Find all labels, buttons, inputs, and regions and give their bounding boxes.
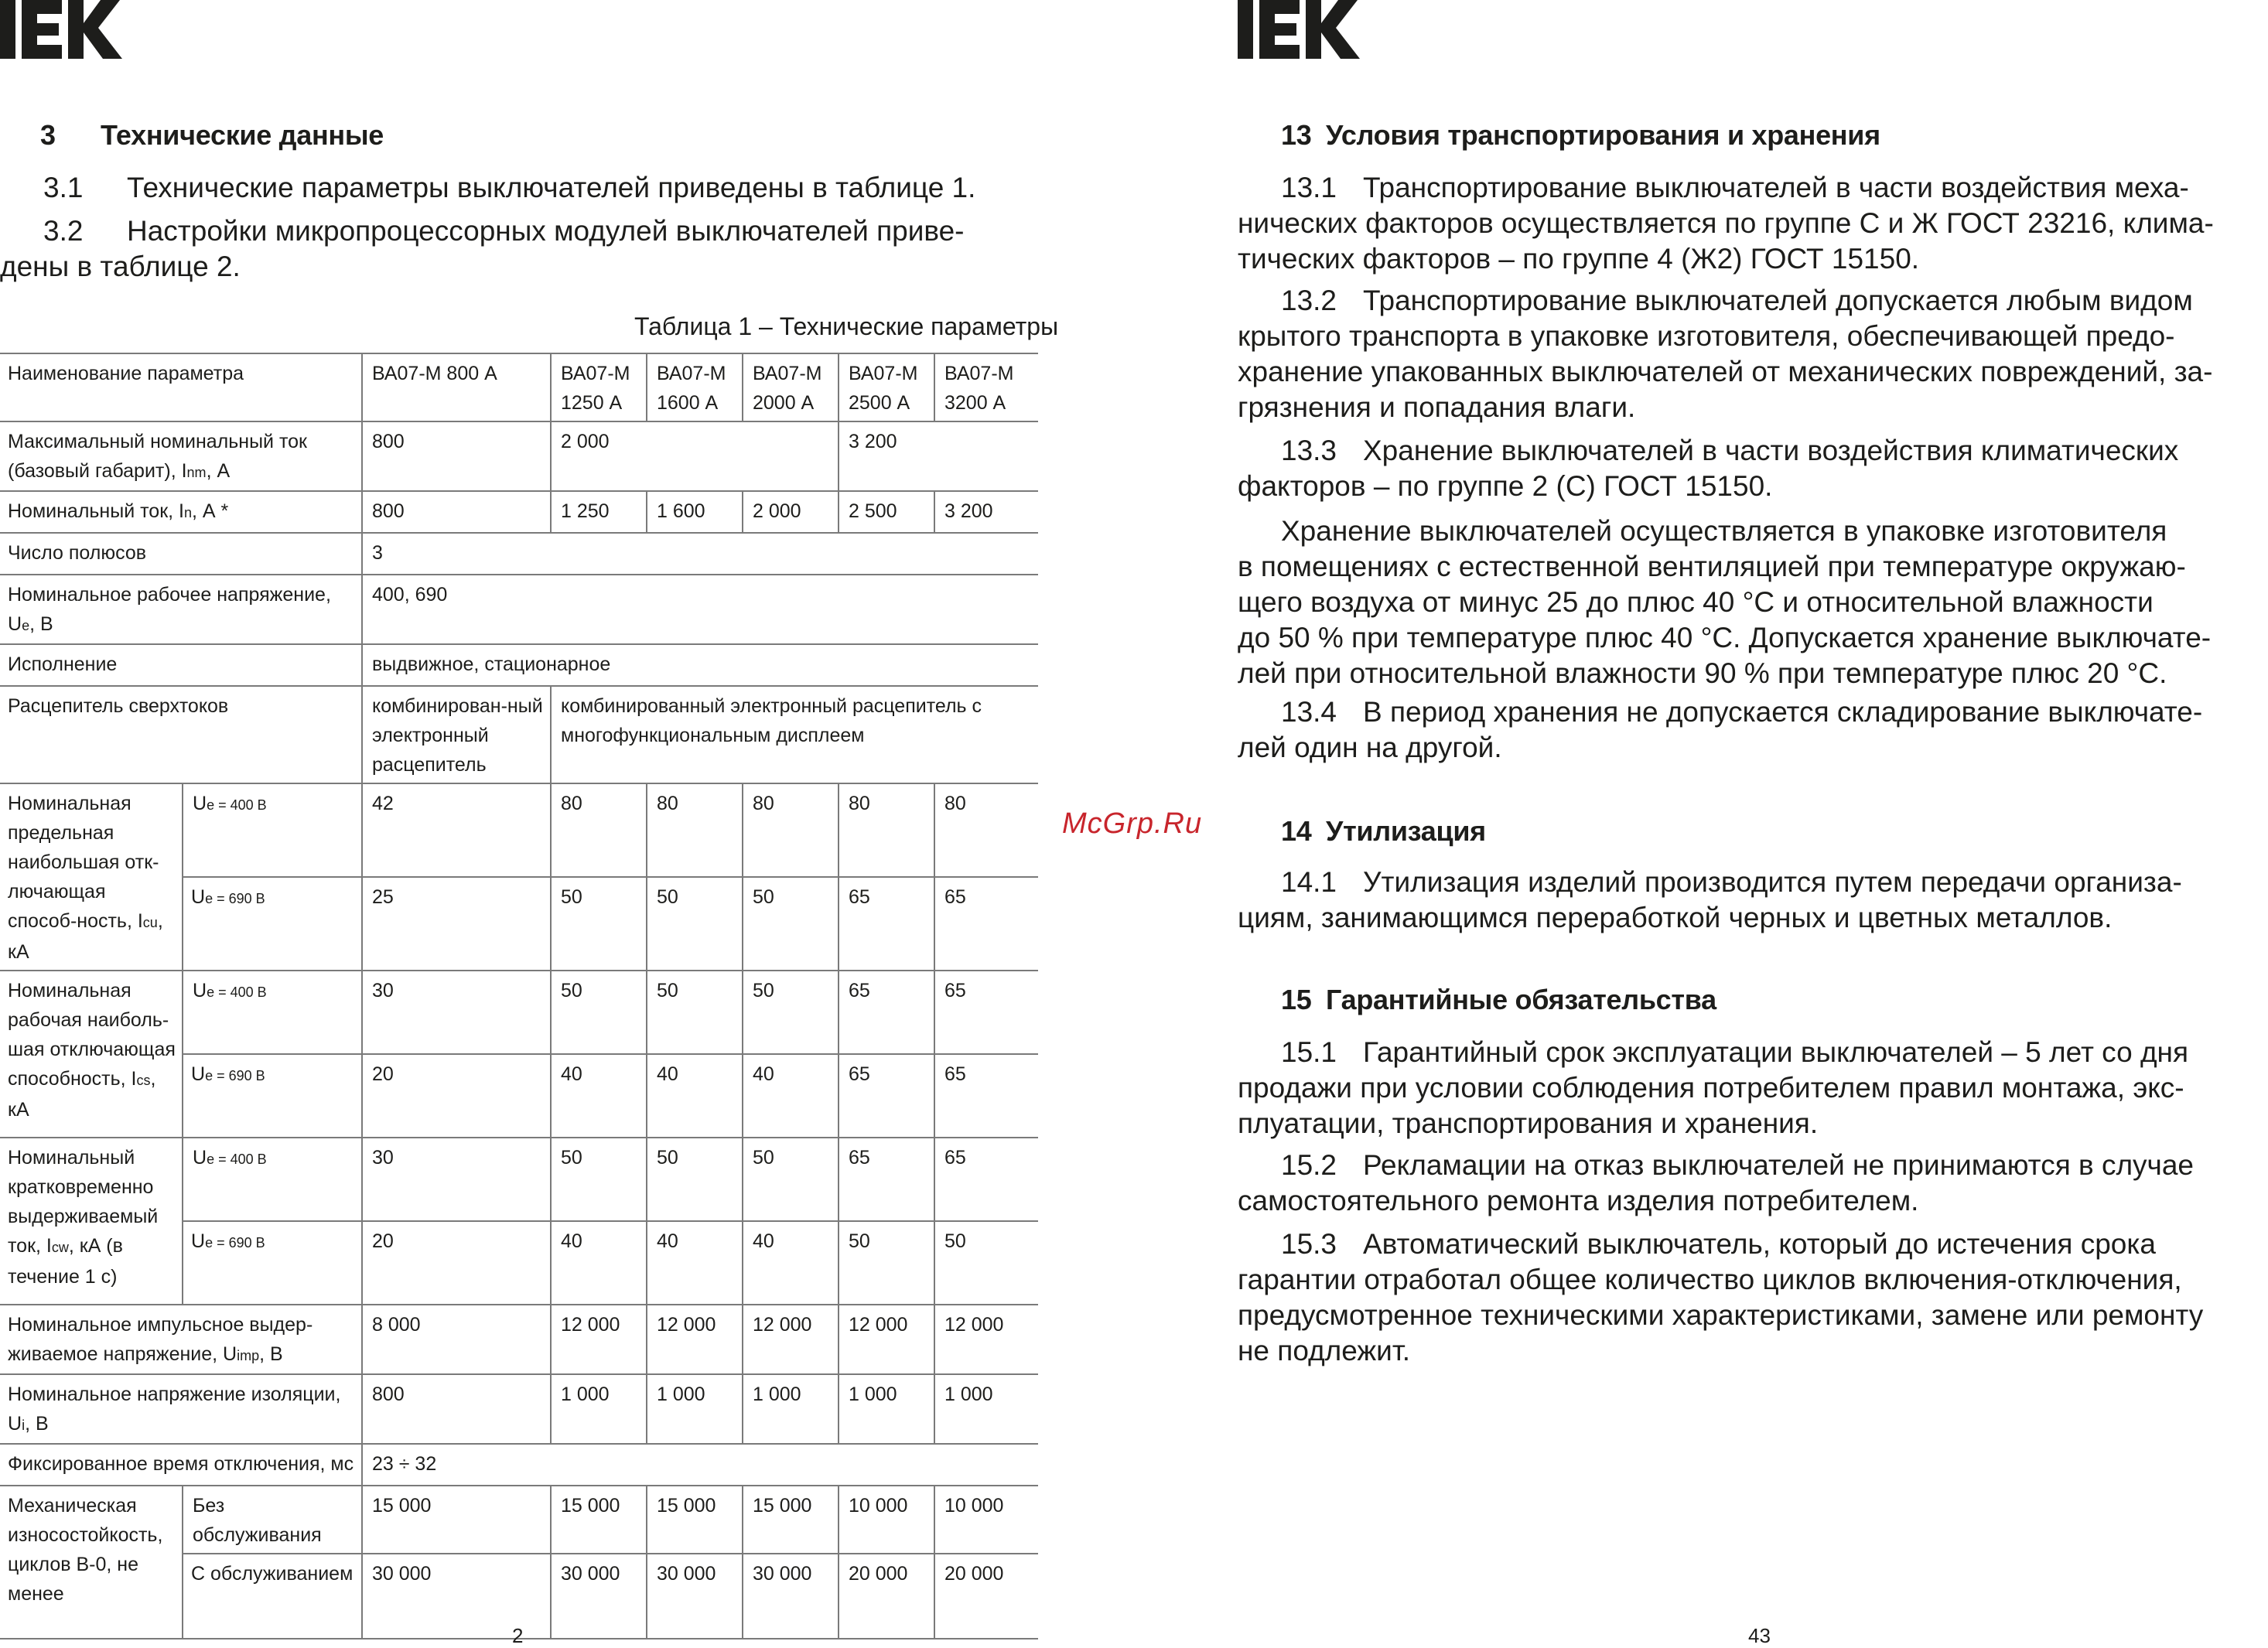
table-cell: 1 000 [551, 1374, 647, 1444]
table-cell: 8 000 [362, 1305, 551, 1374]
table-cell: 40 [743, 1054, 839, 1138]
paragraph-15-2: 15.2 Рекламации на отказ выключателей не принимаются в случае самостоятельного ремонта изделия потребителем. [1238, 1149, 2194, 1216]
left-page [0, 0, 1134, 1646]
table-cell: 50 [551, 877, 647, 971]
label-mech: Механическая износостойкость, циклов В-0, не менее [0, 1486, 183, 1639]
header-800: ВА07-М 800 А [362, 353, 551, 421]
table-cell: 40 [647, 1054, 743, 1138]
table-cell: 12 000 [647, 1305, 743, 1374]
table-row-rated-voltage [0, 575, 1038, 644]
table-cell: 50 [743, 877, 839, 971]
header-1600: ВА07-М 1600 А [647, 353, 743, 421]
table-cell: 30 [362, 971, 551, 1054]
table-cell: 80 [743, 783, 839, 877]
page-number-right: 43 [1748, 1624, 1771, 1647]
label-ics: Номинальная рабочая наиболь-шая отключающая способность, Ics, кА [0, 971, 183, 1138]
label-u400: Ue = 400 В [183, 971, 362, 1054]
label-rated-current: Номинальный ток, In, А * [0, 491, 362, 533]
table-cell: 25 [362, 877, 551, 971]
table-cell: 65 [839, 971, 934, 1054]
table-cell: 80 [839, 783, 934, 877]
label-max-current: Максимальный номинальный ток (базовый габарит), Inm, А [0, 421, 362, 491]
table-cell: 65 [934, 877, 1038, 971]
label-poles: Число полюсов [0, 533, 362, 575]
header-2000: ВА07-М 2000 А [743, 353, 839, 421]
label-execution: Исполнение [0, 644, 362, 686]
paragraph-15-1: 15.1 Гарантийный срок эксплуатации выключателей – 5 лет со дня продажи при условии соблюдения потребителем правил монтажа, экс- плуатации, транспортирования и хранения. [1238, 1036, 2189, 1139]
table-cell: 50 [647, 877, 743, 971]
table-cell: 400, 690 [362, 575, 1038, 644]
table-cell: 800 [362, 421, 551, 491]
table-cell: 40 [551, 1221, 647, 1305]
label-trip-time: Фиксированное время отключения, мс [0, 1444, 362, 1486]
label-u400: Ue = 400 В [183, 783, 362, 877]
label-u690: Ue = 690 В [183, 877, 362, 971]
label-icw: Номинальный кратковременно выдерживаемый ток, Icw, кА (в течение 1 с) [0, 1138, 183, 1305]
paragraph-13-storage: Хранение выключателей осуществляется в упаковке изготовителя в помещениях с естественной вентиляцией при температуре окружаю- щего воздуха от минус 25 до плюс 40 °С и относительной влажности до 50 % при температуре плюс 40 °С. Допускается хранение выключате- лей при относительной влажности 90 % при температуре плюс 20 °С. [1238, 515, 2212, 689]
table-row-uimp [0, 1305, 1038, 1374]
header-param: Наименование параметра [0, 353, 362, 421]
header-3200: ВА07-М 3200 А [934, 353, 1038, 421]
paragraph-13-3: 13.3 Хранение выключателей в части воздействия климатических факторов – по группе 2 (С) ГОСТ 15150. [1238, 435, 2179, 502]
table-row-max-current [0, 421, 1038, 491]
table-cell: 50 [647, 971, 743, 1054]
label-icu: Номинальная предельная наибольшая отк-лючающая способ-ность, Icu, кА [0, 783, 183, 971]
table-cell: 15 000 [743, 1486, 839, 1554]
table-cell: 20 000 [839, 1554, 934, 1639]
paragraph-14-1: 14.1 Утилизация изделий производится путем передачи организа- циям, занимающимся переработкой черных и цветных металлов. [1238, 866, 2182, 933]
table-cell: 65 [839, 1138, 934, 1221]
table-cell: 2 000 [743, 491, 839, 533]
table-cell: 15 000 [647, 1486, 743, 1554]
table-row-trip-time [0, 1444, 1038, 1486]
table-cell: 23 ÷ 32 [362, 1444, 1038, 1486]
label-u690: Ue = 690 В [183, 1054, 362, 1138]
label-with-service: С обслуживанием [183, 1554, 362, 1639]
paragraph-13-1: 13.1 Транспортирование выключателей в части воздействия меха- нических факторов осуществляется по группе С и Ж ГОСТ 23216, клима- тических факторов – по группе 4 (Ж2) ГОСТ 15150. [1238, 172, 2214, 275]
paragraph-13-2: 13.2 Транспортирование выключателей допускается любым видом крытого транспорта в упаковке изготовителя, обеспечивающей предо- хранение упакованных выключателей от механических повреждений, за- грязнения и попадания влаги. [1238, 285, 2213, 423]
section-3-title: 3 Технические данные [40, 119, 384, 151]
label-no-service: Без обслуживания [183, 1486, 362, 1554]
table-cell: 2 500 [839, 491, 934, 533]
table-cell: 20 [362, 1221, 551, 1305]
table-cell: 65 [839, 1054, 934, 1138]
table-header-row [0, 353, 1038, 421]
iek-logo-icon [1238, 0, 1361, 62]
section-15-title: 15 Гарантийные обязательства [1281, 984, 1716, 1015]
paragraph-13-4: 13.4 В период хранения не допускается складирование выключате- лей один на другой. [1238, 696, 2203, 763]
label-u690: Ue = 690 В [183, 1221, 362, 1305]
table-cell: 2 000 [551, 421, 839, 491]
table-cell: 40 [551, 1054, 647, 1138]
table-cell: 65 [934, 971, 1038, 1054]
table-cell: 30 000 [647, 1554, 743, 1639]
table-row-mech-no-service [0, 1486, 1038, 1554]
table-cell: 12 000 [839, 1305, 934, 1374]
iek-logo-icon [0, 0, 124, 62]
table-row-rated-current [0, 491, 1038, 533]
table-cell: 50 [934, 1221, 1038, 1305]
table-cell: 30 000 [743, 1554, 839, 1639]
paragraph-15-3: 15.3 Автоматический выключатель, который до истечения срока гарантии отработал общее количество циклов включения-отключения, предусмотренное техническими характеристиками, замене или ремонту не подлежит. [1238, 1228, 2204, 1367]
table-cell: 50 [551, 971, 647, 1054]
table-cell: 65 [839, 877, 934, 971]
header-2500: ВА07-М 2500 А [839, 353, 934, 421]
table-cell: 65 [934, 1138, 1038, 1221]
table-cell: 50 [743, 1138, 839, 1221]
table-cell: выдвижное, стационарное [362, 644, 1038, 686]
table-cell: 1 250 [551, 491, 647, 533]
table-cell: 80 [647, 783, 743, 877]
table-row-ics-400 [0, 971, 1038, 1054]
table-cell: 40 [647, 1221, 743, 1305]
table-cell: 800 [362, 491, 551, 533]
table-row-poles [0, 533, 1038, 575]
table-cell: комбинирован-ный электронный расцепитель [362, 686, 551, 783]
table-cell: 12 000 [743, 1305, 839, 1374]
table-cell: 3 200 [839, 421, 1038, 491]
label-u400: Ue = 400 В [183, 1138, 362, 1221]
table-cell: 12 000 [934, 1305, 1038, 1374]
table-cell: 1 000 [647, 1374, 743, 1444]
table-cell: 1 000 [934, 1374, 1038, 1444]
header-1250: ВА07-М 1250 А [551, 353, 647, 421]
table-cell: 3 [362, 533, 1038, 575]
table-cell: 1 600 [647, 491, 743, 533]
table-cell: 10 000 [934, 1486, 1038, 1554]
page-number-left: 2 [512, 1624, 524, 1647]
table-cell: 50 [839, 1221, 934, 1305]
table-cell: 15 000 [551, 1486, 647, 1554]
section-13-title: 13 Условия транспортирования и хранения [1281, 119, 1880, 151]
iek-logo [0, 0, 124, 62]
table-cell: 15 000 [362, 1486, 551, 1554]
table-cell: 80 [934, 783, 1038, 877]
table-cell: 10 000 [839, 1486, 934, 1554]
technical-parameters-table [0, 353, 1038, 1639]
label-uimp: Номинальное импульсное выдер-живаемое напряжение, Uimp, В [0, 1305, 362, 1374]
table-cell: 40 [743, 1221, 839, 1305]
table-cell: 20 000 [934, 1554, 1038, 1639]
right-page [1134, 0, 2268, 1646]
table-cell: 30 [362, 1138, 551, 1221]
table-cell: 42 [362, 783, 551, 877]
label-release: Расцепитель сверхтоков [0, 686, 362, 783]
label-ui: Номинальное напряжение изоляции, Ui, В [0, 1374, 362, 1444]
table-row-execution [0, 644, 1038, 686]
paragraph-3-1: 3.1 Технические параметры выключателей приведены в таблице 1. [43, 172, 976, 203]
table-row-ui [0, 1374, 1038, 1444]
table-cell: 50 [551, 1138, 647, 1221]
iek-logo [1238, 0, 1361, 62]
table-cell: 800 [362, 1374, 551, 1444]
table-cell: 3 200 [934, 491, 1038, 533]
table-cell: 1 000 [839, 1374, 934, 1444]
table-cell: 50 [647, 1138, 743, 1221]
table-row-icu-400 [0, 783, 1038, 877]
table-cell: 30 000 [362, 1554, 551, 1639]
table-cell: комбинированный электронный расцепитель с многофункциональным дисплеем [551, 686, 1038, 783]
table-cell: 20 [362, 1054, 551, 1138]
table-cell: 30 000 [551, 1554, 647, 1639]
table-cell: 12 000 [551, 1305, 647, 1374]
table-cell: 65 [934, 1054, 1038, 1138]
section-14-title: 14 Утилизация [1281, 815, 1486, 847]
watermark: McGrp.Ru [1062, 807, 1203, 840]
paragraph-3-2: 3.2 Настройки микропроцессорных модулей выключателей приве- дены в таблице 2. [0, 215, 965, 282]
table-cell: 1 000 [743, 1374, 839, 1444]
table-row-release [0, 686, 1038, 783]
table-1-caption: Таблица 1 – Технические параметры [634, 312, 1059, 340]
table-cell: 50 [743, 971, 839, 1054]
table-cell: 80 [551, 783, 647, 877]
table-row-icw-400 [0, 1138, 1038, 1221]
label-rated-voltage: Номинальное рабочее напряжение, Ue, В [0, 575, 362, 644]
